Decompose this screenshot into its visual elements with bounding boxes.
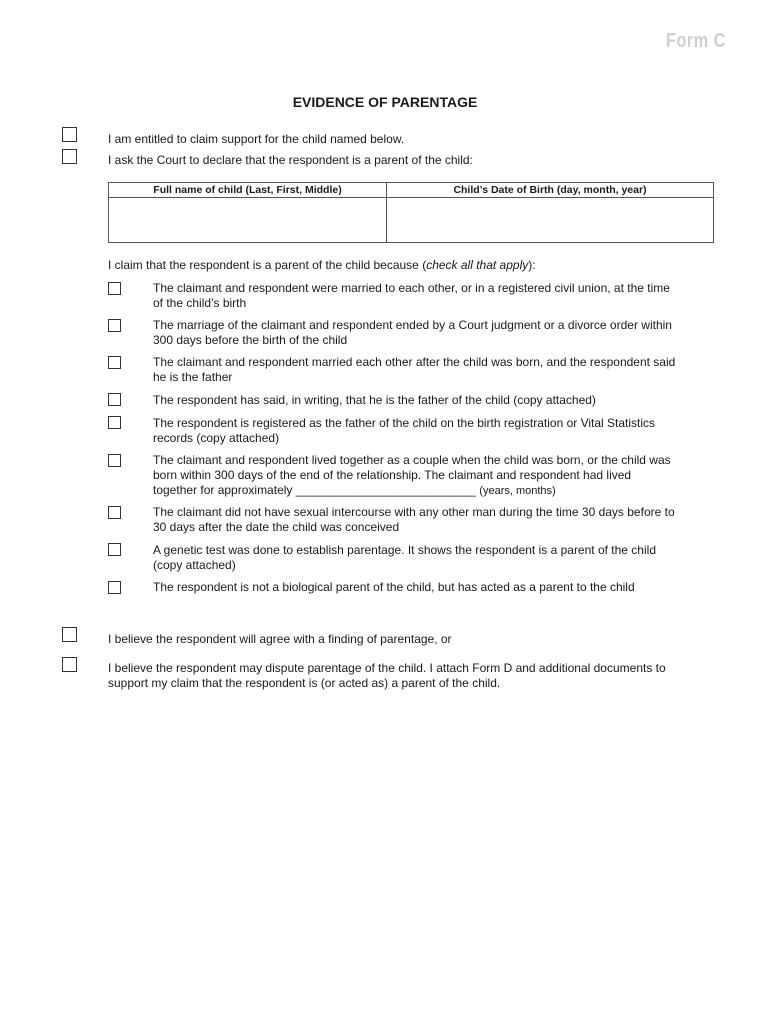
reasons-intro-before: I claim that the respondent is a parent of the child because ( [108, 258, 427, 272]
claim-support-checkbox[interactable] [62, 127, 77, 142]
reasons-intro-after: ): [528, 258, 536, 272]
reason-divorce [153, 318, 708, 348]
reason-line: of the child’s birth [153, 296, 247, 310]
reason-line: (copy attached) [153, 558, 236, 572]
agree-text: I believe the respondent will agree with a finding of parentage, or [108, 632, 452, 646]
reason-checkbox-acted-as-parent[interactable] [108, 581, 121, 594]
form-label: Form C [666, 30, 726, 52]
reason-line: The claimant did not have sexual intercourse with any other man during the time 30 days before to [153, 505, 675, 519]
reason-line: born within 300 days of the end of the relationship. The claimant and respondent had lived [153, 468, 632, 482]
dispute-line: I believe the respondent may dispute parentage of the child. I attach Form D and additional documents to [108, 661, 666, 675]
child-name-cell[interactable] [109, 198, 387, 243]
duration-suffix: (years, months) [479, 485, 556, 497]
reason-lived-together [153, 453, 708, 499]
reason-married-after [153, 355, 708, 385]
reason-checkbox-lived-together[interactable] [108, 454, 121, 467]
reasons-intro-italic: check all that apply [426, 258, 529, 272]
reason-acted-as-parent [153, 580, 708, 595]
reason-line: The claimant and respondent lived together as a couple when the child was born, or the child was [153, 453, 671, 467]
reason-line: The respondent is not a biological parent of the child, but has acted as a parent to the child [153, 580, 635, 594]
reason-line: together for approximately [153, 483, 293, 497]
reason-line: The marriage of the claimant and respondent ended by a Court judgment or a divorce order within [153, 318, 672, 332]
reason-checkbox-married[interactable] [108, 282, 121, 295]
declare-parent-text: I ask the Court to declare that the respondent is a parent of the child: [108, 153, 473, 167]
agree-checkbox[interactable] [62, 627, 77, 642]
child-dob-cell[interactable] [387, 198, 714, 243]
dispute-text [108, 661, 718, 691]
reason-married [153, 281, 708, 311]
reason-checkbox-divorce[interactable] [108, 319, 121, 332]
reason-line: he is the father [153, 370, 233, 384]
reason-checkbox-married-after[interactable] [108, 356, 121, 369]
reason-line: The respondent is registered as the father of the child on the birth registration or Vital Statistics [153, 416, 656, 430]
reason-line-with-blank [153, 483, 708, 499]
reason-line: The claimant and respondent married each other after the child was born, and the respondent said [153, 355, 676, 369]
reason-written [153, 393, 708, 408]
reason-checkbox-registered[interactable] [108, 416, 121, 429]
declare-parent-checkbox[interactable] [62, 149, 77, 164]
child-dob-header: Child’s Date of Birth (day, month, year) [387, 183, 714, 198]
reason-checkbox-genetic-test[interactable] [108, 543, 121, 556]
reason-line: 300 days before the birth of the child [153, 333, 348, 347]
dispute-line: support my claim that the respondent is (or acted as) a parent of the child. [108, 676, 501, 690]
reason-line: The respondent has said, in writing, that he is the father of the child (copy attached) [153, 393, 596, 407]
child-info-table [108, 182, 714, 243]
reason-registered [153, 416, 708, 446]
reasons-intro [108, 258, 536, 273]
reason-checkbox-no-intercourse[interactable] [108, 506, 121, 519]
reason-checkbox-written[interactable] [108, 393, 121, 406]
page-title: EVIDENCE OF PARENTAGE [292, 94, 478, 110]
reason-line: The claimant and respondent were married to each other, or in a registered civil union, at the time [153, 281, 670, 295]
child-name-header: Full name of child (Last, First, Middle) [109, 183, 387, 198]
reason-genetic-test [153, 543, 708, 573]
dispute-checkbox[interactable] [62, 657, 77, 672]
claim-support-text: I am entitled to claim support for the child named below. [108, 132, 405, 146]
reason-line: 30 days after the date the child was conceived [153, 520, 400, 534]
reason-no-intercourse [153, 505, 708, 535]
reason-line: records (copy attached) [153, 431, 280, 445]
duration-blank[interactable]: ___________________________ [295, 483, 476, 497]
reason-line: A genetic test was done to establish parentage. It shows the respondent is a parent of the child [153, 543, 656, 557]
